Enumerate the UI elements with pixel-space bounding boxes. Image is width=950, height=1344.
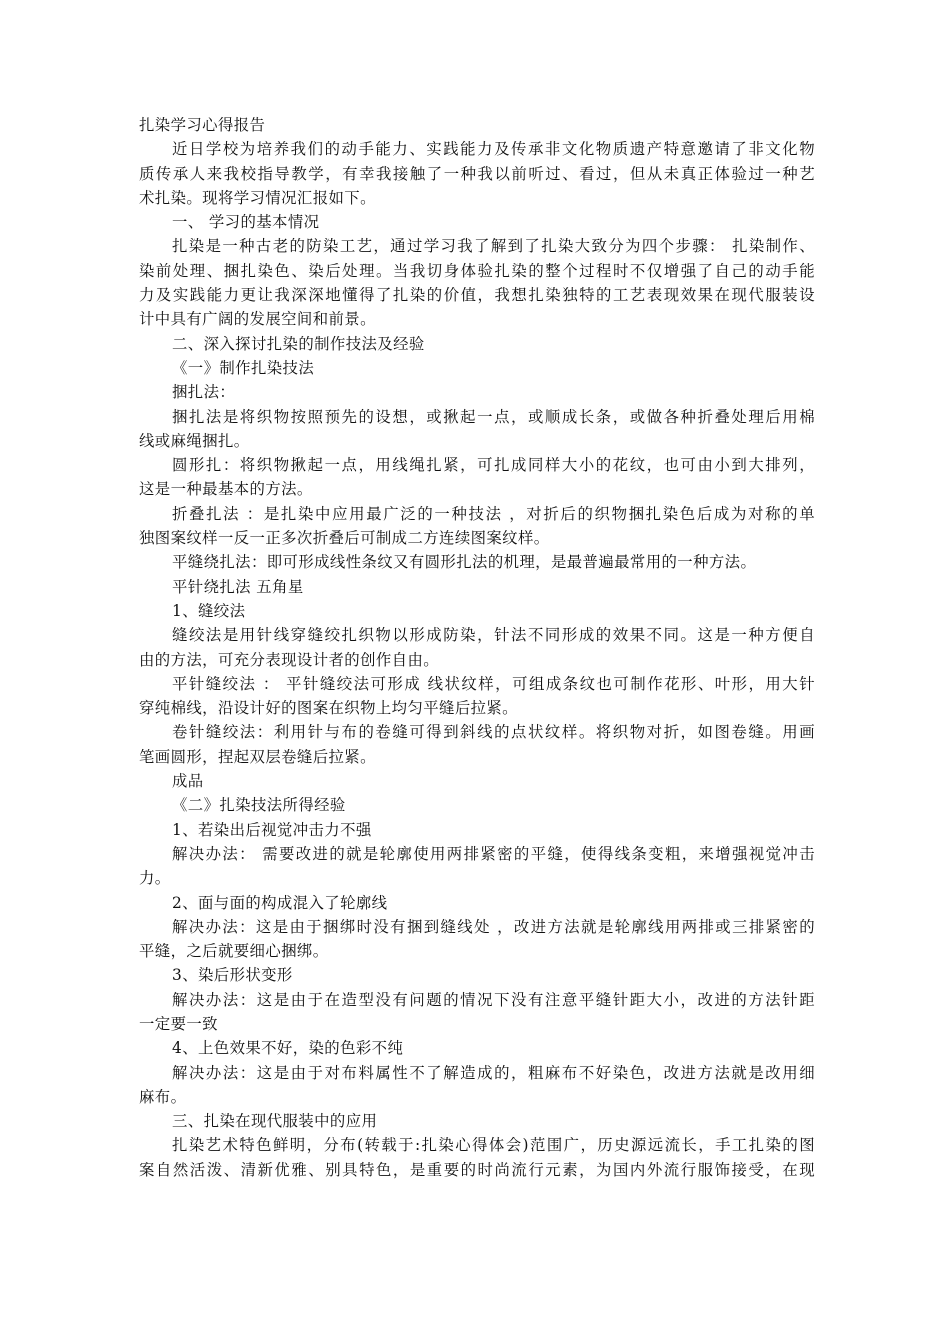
- text-line: 成品: [172, 772, 204, 791]
- text-line: 案自然活泼、清新优雅、别具特色，是重要的时尚流行元素，为国内外流行服饰接受，在现: [139, 1160, 815, 1179]
- text-line: 圆形扎：将织物揪起一点，用线绳扎紧，可扎成同样大小的花纹，也可由小到大排列，: [172, 456, 815, 475]
- text-line: 解决办法：这是由于对布料属性不了解造成的，粗麻布不好染色，改进方法就是改用细: [172, 1063, 815, 1082]
- text-line: 由的方法，可充分表现设计者的创作自由。: [139, 650, 440, 669]
- text-line: 穿纯棉线，沿设计好的图案在织物上均匀平缝后拉紧。: [139, 699, 518, 718]
- text-line: 一、 学习的基本情况: [172, 213, 320, 232]
- text-line: 解决办法：这是由于在造型没有问题的情况下没有注意平缝针距大小，改进的方法针距: [172, 990, 815, 1009]
- text-line: 染前处理、捆扎染色、染后处理。当我切身体验扎染的整个过程时不仅增强了自己的动手能: [139, 261, 815, 280]
- text-line: 术扎染。现将学习情况汇报如下。: [139, 188, 376, 207]
- document-page: [139, 113, 815, 1182]
- text-line: 解决办法：这是由于捆绑时没有捆到缝线处 ，改进方法就是轮廓线用两排或三排紧密的: [172, 917, 815, 936]
- text-line: 平缝绕扎法：即可形成线性条纹又有圆形扎法的机理，是最普遍最常用的一种方法。: [172, 553, 757, 572]
- text-line: 折叠扎法 ：是扎染中应用最广泛的一种技法 ，对折后的织物捆扎染色后成为对称的单: [172, 504, 815, 523]
- text-line: 1、缝绞法: [172, 601, 246, 620]
- text-line: 计中具有广阔的发展空间和前景。: [139, 310, 376, 329]
- text-line: 解决办法： 需要改进的就是轮廓使用两排紧密的平缝，使得线条变粗，来增强视觉冲击: [172, 844, 815, 863]
- text-line: 1、若染出后视觉冲击力不强: [172, 820, 372, 839]
- text-line: 3、染后形状变形: [172, 966, 293, 985]
- text-line: 2、面与面的构成混入了轮廓线: [172, 893, 388, 912]
- text-line: 二、深入探讨扎染的制作技法及经验: [172, 334, 425, 353]
- text-line: 捆扎法：: [172, 383, 236, 402]
- document-body: [139, 137, 815, 1182]
- text-line: 一定要一致: [139, 1014, 218, 1033]
- text-line: 卷针缝绞法：利用针与布的卷缝可得到斜线的点状纹样。将织物对折，如图卷缝。用画: [172, 723, 815, 742]
- text-line: 《一》制作扎染技法: [172, 358, 315, 377]
- text-line: 质传承人来我校指导教学，有幸我接触了一种我以前听过、看过，但从未真正体验过一种艺: [139, 164, 815, 183]
- text-line: 捆扎法是将织物按照预先的设想，或揪起一点，或顺成长条，或做各种折叠处理后用棉: [172, 407, 815, 426]
- text-line: 缝绞法是用针线穿缝绞扎织物以形成防染，针法不同形成的效果不同。这是一种方便自: [172, 626, 815, 645]
- text-line: 扎染是一种古老的防染工艺，通过学习我了解到了扎染大致分为四个步骤： 扎染制作、: [172, 237, 815, 256]
- text-line: 独图案纹样一反一正多次折叠后可制成二方连续图案纹样。: [139, 529, 550, 548]
- text-line: 三、扎染在现代服装中的应用: [172, 1112, 378, 1131]
- document-title: 扎染学习心得报告: [139, 116, 266, 134]
- text-line: 平针缝绞法 ： 平针缝绞法可形成 线状纹样，可组成条纹也可制作花形、叶形，用大针: [172, 674, 815, 693]
- text-line: 线或麻绳捆扎。: [139, 431, 250, 450]
- text-line: 这是一种最基本的方法。: [139, 480, 313, 499]
- text-line: 笔画圆形，捏起双层卷缝后拉紧。: [139, 747, 376, 766]
- text-line: 平缝，之后就要细心捆绑。: [139, 942, 329, 961]
- text-line: 4、上色效果不好，染的色彩不纯: [172, 1039, 404, 1058]
- text-line: 扎染艺术特色鲜明，分布(转载于:扎染心得体会)范围广，历史源远流长，手工扎染的图: [172, 1136, 815, 1155]
- text-line: 力。: [139, 869, 171, 888]
- text-line: 力及实践能力更让我深深地懂得了扎染的价值，我想扎染独特的工艺表现效果在现代服装设: [139, 286, 815, 305]
- text-line: 平针绕扎法 五角星: [172, 577, 304, 596]
- text-line: 《二》扎染技法所得经验: [172, 796, 346, 815]
- text-line: 近日学校为培养我们的动手能力、实践能力及传承非文化物质遗产特意邀请了非文化物: [172, 140, 815, 159]
- text-line: 麻布。: [139, 1087, 187, 1106]
